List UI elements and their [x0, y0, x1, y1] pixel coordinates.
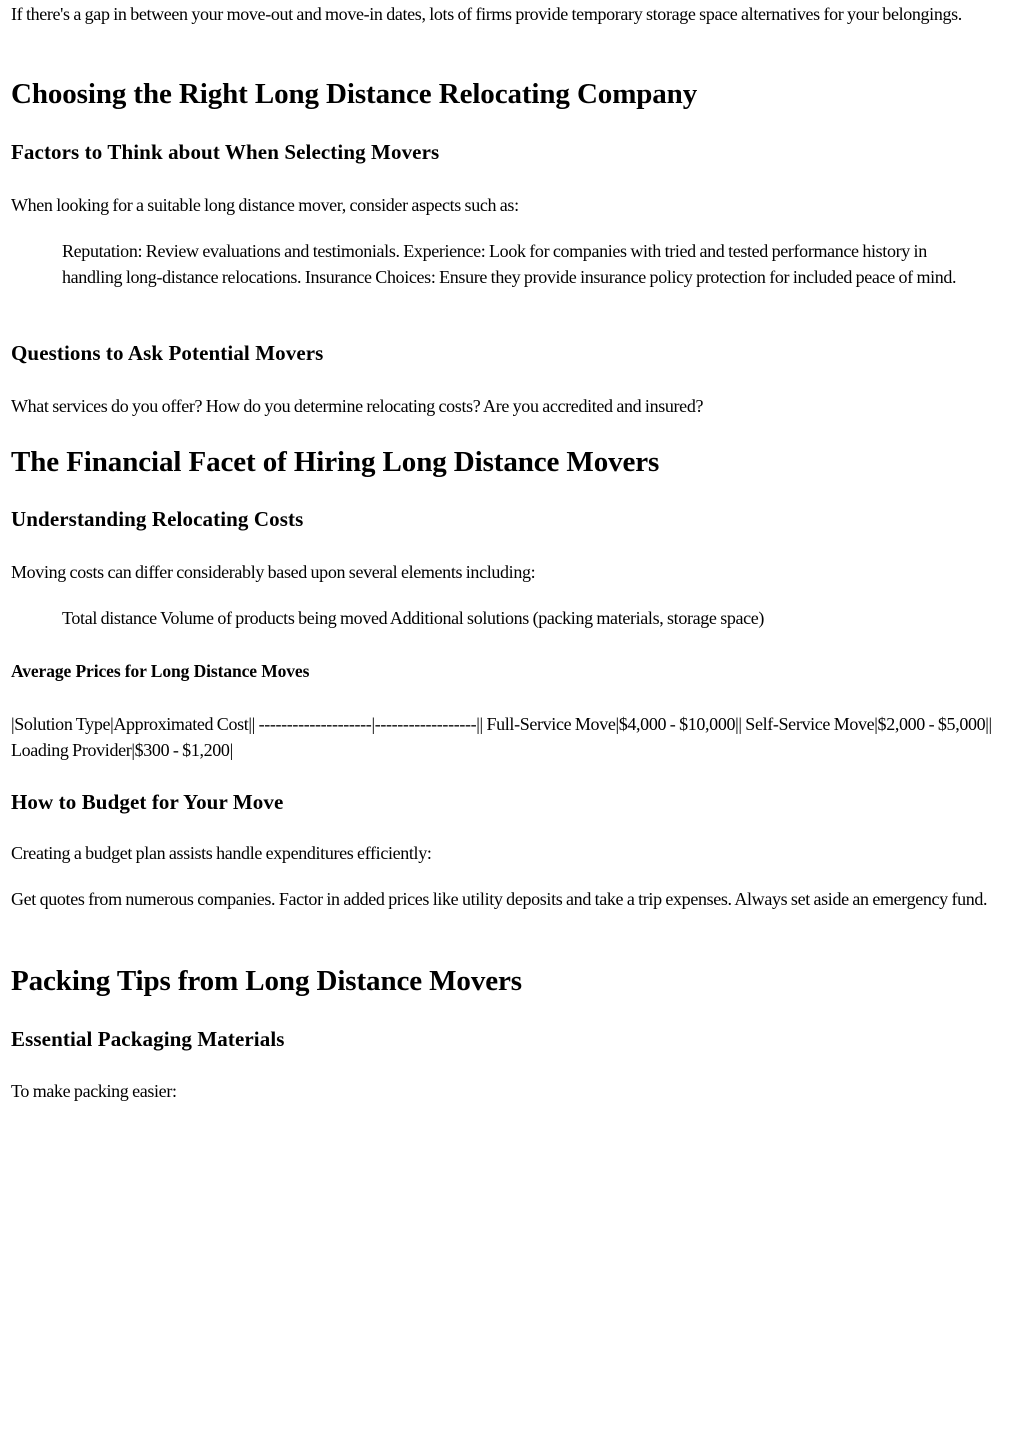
selection-factors-lead: When looking for a suitable long distance mover, consider aspects such as:: [11, 195, 519, 215]
selection-factors-list: Reputation: Review evaluations and testimonials. Experience: Look for companies with tried and tested performance history in handling long-distance relocations. Insurance Choices: Ensure they provide insurance policy protection for included peace of mind.: [62, 241, 957, 287]
budget-heading: How to Budget for Your Move: [11, 790, 284, 814]
average-prices-table-text: |Solution Type|Approximated Cost|| --------------------|------------------|| Full-Service Move|$4,000 - $10,000|| Self-Service Move|$2,000 - $5,000|| Loading Provider|$300 - $1,200|: [11, 714, 992, 760]
questions-heading: Questions to Ask Potential Movers: [11, 341, 324, 365]
packing-tips-heading: Packing Tips from Long Distance Movers: [11, 965, 522, 997]
financial-facet-heading: The Financial Facet of Hiring Long Distance Movers: [11, 446, 660, 478]
budget-paragraph: Get quotes from numerous companies. Factor in added prices like utility deposits and take a trip expenses. Always set aside an emergency fund.: [11, 889, 988, 909]
average-prices-heading: Average Prices for Long Distance Moves: [11, 661, 310, 681]
relocating-costs-lead: Moving costs can differ considerably based upon several elements including:: [11, 562, 536, 582]
storage-note-paragraph: If there's a gap in between your move-out and move-in dates, lots of firms provide temporary storage space alternatives for your belongings.: [11, 4, 962, 24]
relocating-costs-list: Total distance Volume of products being moved Additional solutions (packing materials, storage space): [62, 608, 765, 628]
relocating-costs-heading: Understanding Relocating Costs: [11, 507, 304, 531]
packaging-materials-heading: Essential Packaging Materials: [11, 1027, 285, 1051]
packaging-materials-lead: To make packing easier:: [11, 1081, 177, 1101]
budget-lead: Creating a budget plan assists handle expenditures efficiently:: [11, 843, 432, 863]
choosing-company-heading: Choosing the Right Long Distance Relocating Company: [11, 78, 698, 110]
selection-factors-heading: Factors to Think about When Selecting Movers: [11, 140, 440, 164]
questions-paragraph: What services do you offer? How do you determine relocating costs? Are you accredited and insured?: [11, 396, 704, 416]
